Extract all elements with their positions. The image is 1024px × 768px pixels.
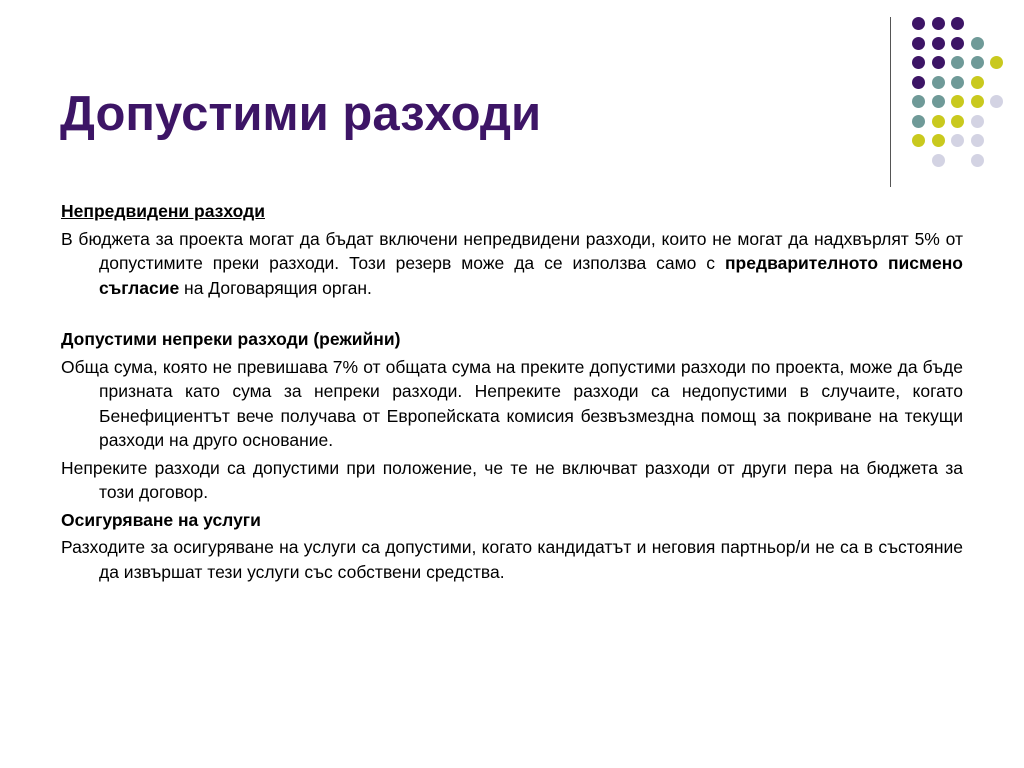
indirect-costs-paragraph-1: Обща сума, която не превишава 7% от общата сума на преките допустими разходи по проекта, може да бъде призната като сума за непреки разходи. Непреките разходи са недопустими в случаите, когато Бенефициентът вече получава от Европейската комисия безвъзмездна помощ за покриване на текущи разходи на друго основание. <box>61 356 963 450</box>
decorative-dot <box>951 17 964 30</box>
decorative-dot <box>971 37 984 50</box>
indirect-costs-paragraph-2: Непреките разходи са допустими при положение, че те не включват разходи от други пера на бюджета за този договор. <box>61 457 963 502</box>
decorative-dot <box>971 56 984 69</box>
decorative-dot <box>912 95 925 108</box>
contingency-paragraph <box>61 227 963 301</box>
decorative-dot <box>971 95 984 108</box>
contingency-text-bold: предварителното писмено съгласие <box>99 253 963 298</box>
decorative-dot <box>932 115 945 128</box>
decorative-dot <box>912 17 925 30</box>
decorative-dot <box>932 37 945 50</box>
decorative-dot <box>990 95 1003 108</box>
section-heading-services: Осигуряване на услуги <box>61 509 261 530</box>
decorative-dot <box>932 76 945 89</box>
services-paragraph: Разходите за осигуряване на услуги са допустими, когато кандидатът и неговия партньор/и не са в състояние да извършат тези услуги със собствени средства. <box>61 537 963 582</box>
decorative-dot <box>990 56 1003 69</box>
slide-body <box>61 199 963 587</box>
section-heading-contingency: Непредвидени разходи <box>61 201 265 221</box>
decorative-dot <box>951 56 964 69</box>
decorative-dot <box>951 76 964 89</box>
decorative-dot <box>932 17 945 30</box>
contingency-text-end: на Договарящия орган. <box>179 277 372 298</box>
decorative-dot <box>912 115 925 128</box>
decorative-dot <box>971 134 984 147</box>
decorative-dot <box>932 134 945 147</box>
decorative-dot <box>932 95 945 108</box>
decorative-dot <box>912 37 925 50</box>
decorative-dot <box>951 134 964 147</box>
slide-title: Допустими разходи <box>60 87 542 141</box>
decorative-dot <box>912 56 925 69</box>
decorative-dot <box>951 115 964 128</box>
decorative-dot <box>971 154 984 167</box>
decorative-dot <box>932 154 945 167</box>
decorative-dot <box>971 115 984 128</box>
decorative-divider-line <box>890 17 891 187</box>
decorative-dot <box>971 76 984 89</box>
decorative-dot <box>932 56 945 69</box>
section-spacer <box>61 303 963 327</box>
decorative-dot <box>912 76 925 89</box>
contingency-text-start: В бюджета за проекта могат да бъдат включени непредвидени разходи, които не могат да надхвърлят 5% от допустимите преки разходи. Този резерв може да се използва само с <box>61 228 963 273</box>
decorative-dot <box>951 95 964 108</box>
section-heading-indirect-costs: Допустими непреки разходи (режийни) <box>61 329 401 349</box>
decorative-dot <box>912 134 925 147</box>
decorative-dot <box>951 37 964 50</box>
